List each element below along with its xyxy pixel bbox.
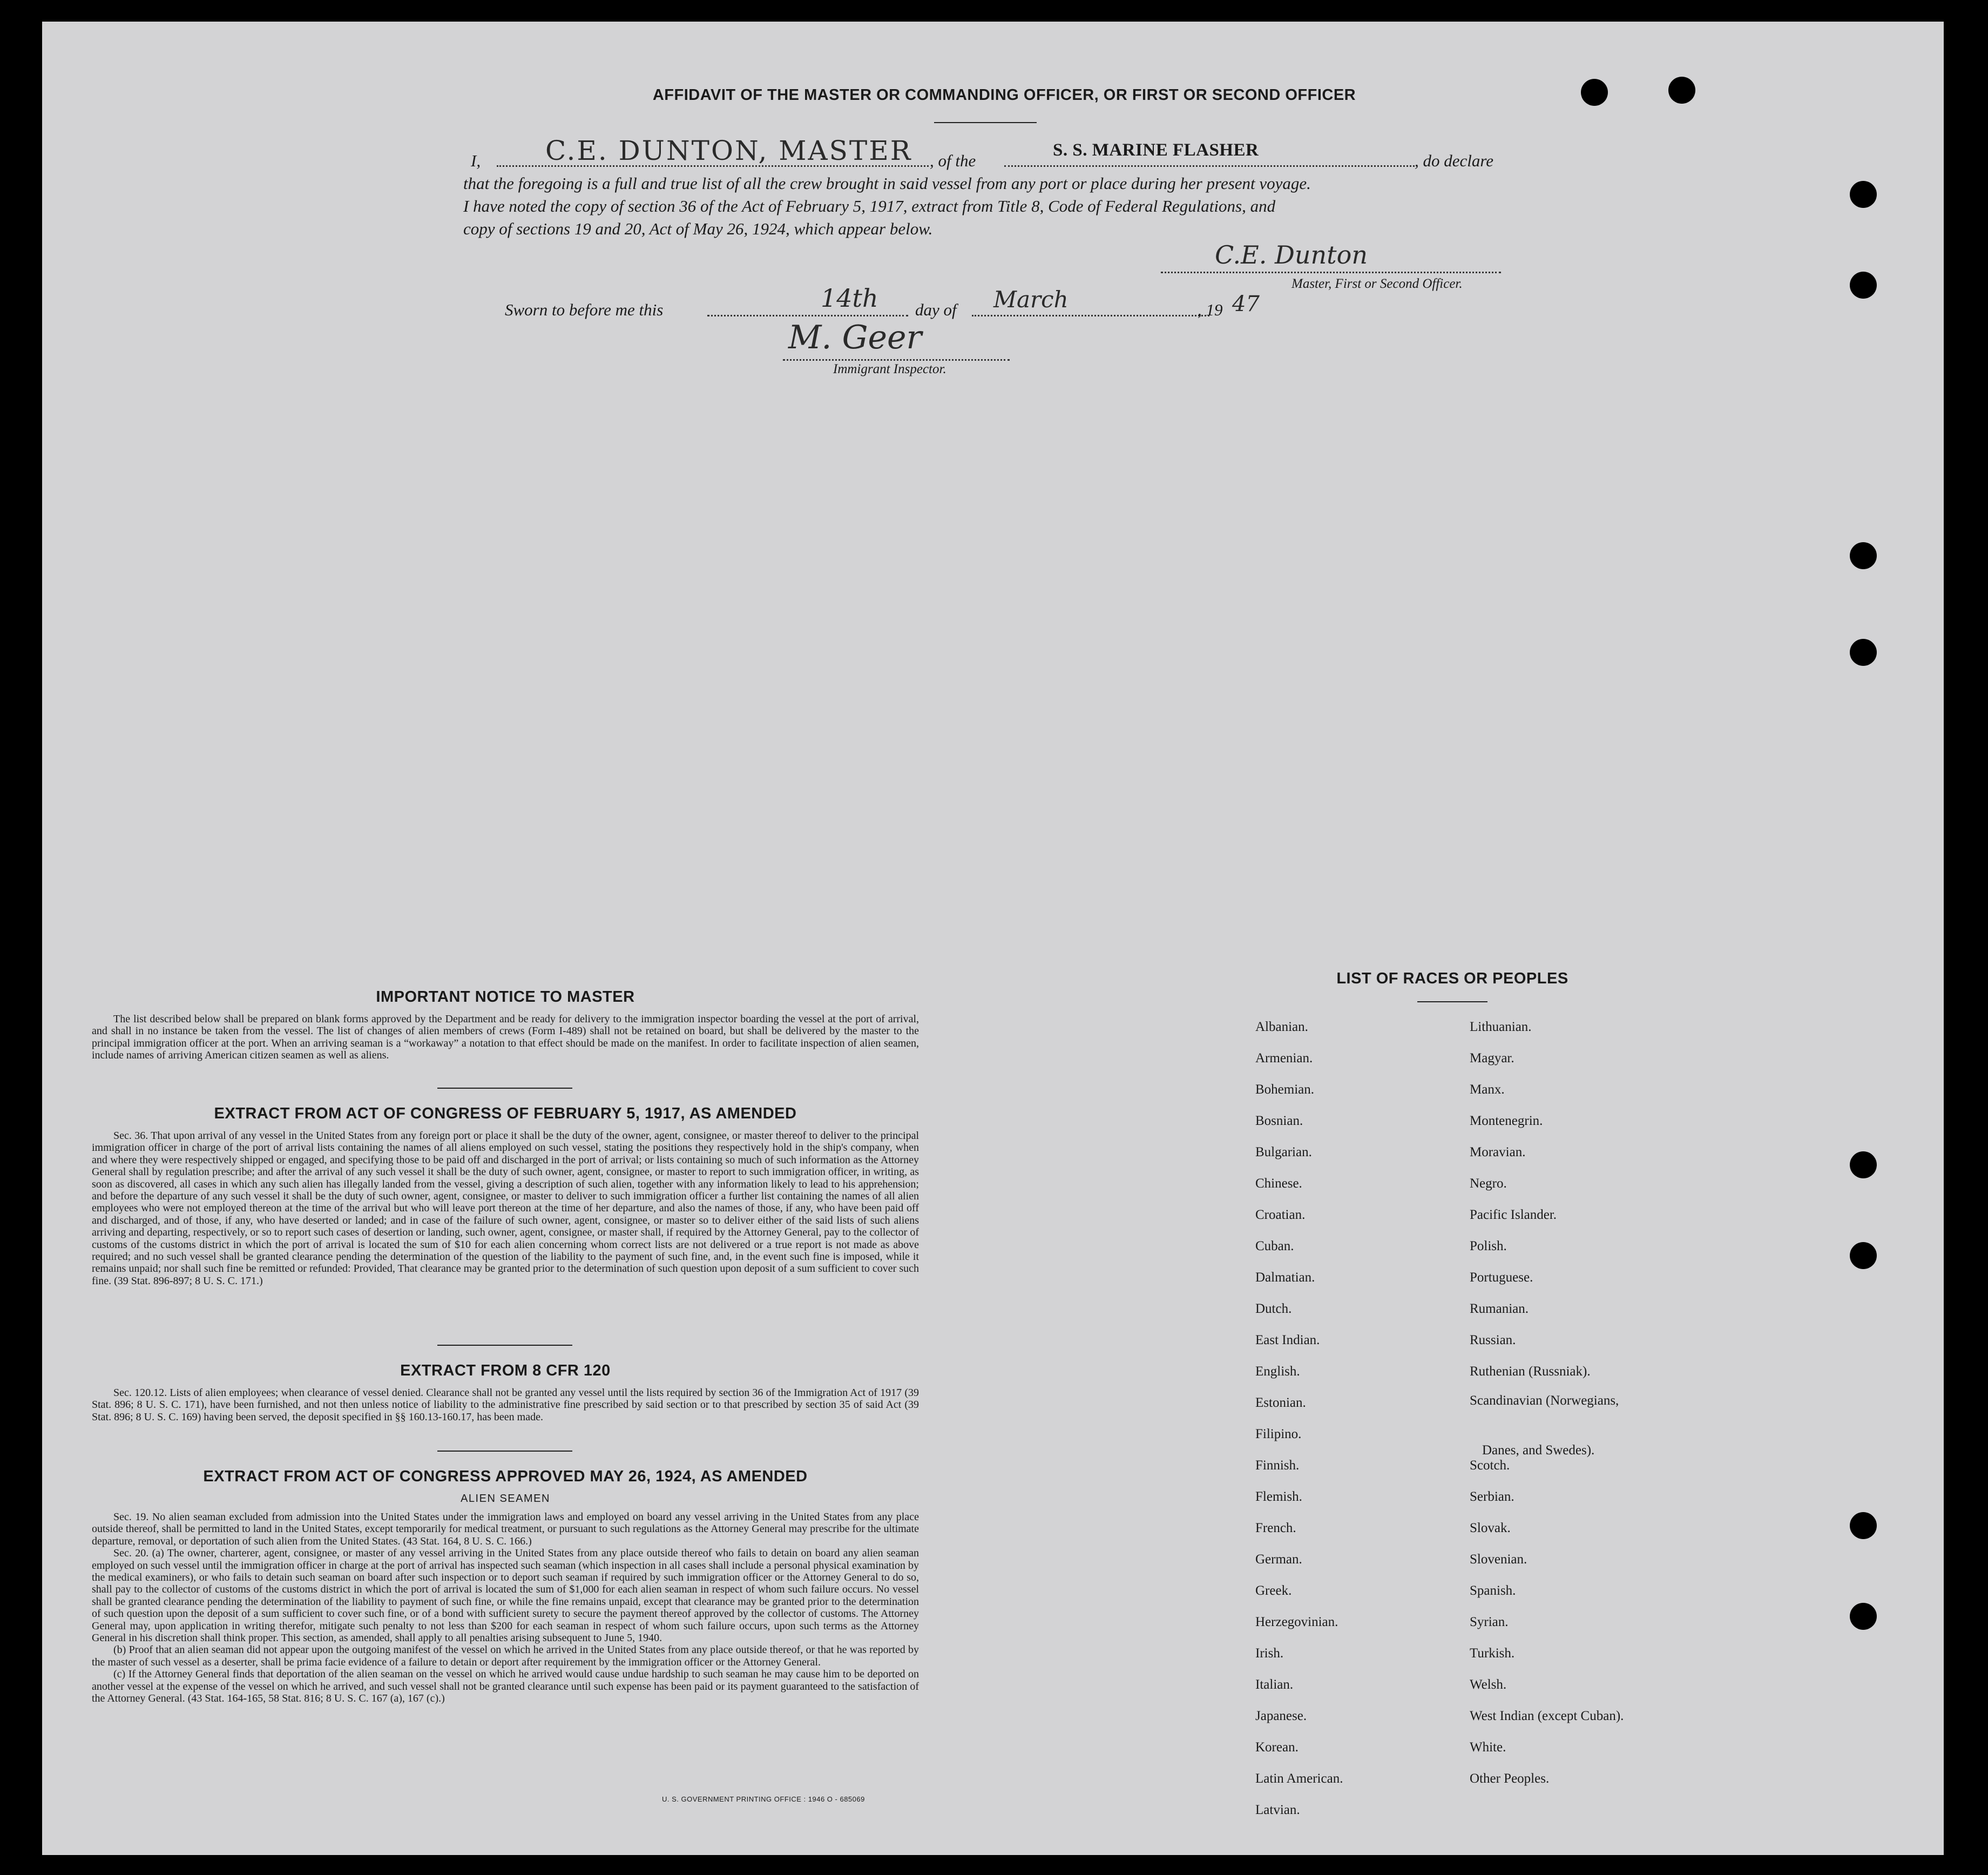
race-item: Danes, and Swedes). — [1482, 1443, 1595, 1458]
affidavit-i: I, — [471, 151, 481, 170]
punch-hole — [1850, 272, 1877, 299]
affidavit-title: AFFIDAVIT OF THE MASTER OR COMMANDING OFFICER, OR FIRST OR SECOND OFFICER — [652, 86, 1356, 104]
vessel-line — [1004, 165, 1415, 167]
race-item: White. — [1470, 1740, 1506, 1755]
race-item: Albanian. — [1255, 1020, 1308, 1034]
race-item: Russian. — [1470, 1333, 1516, 1347]
punch-hole — [1850, 1512, 1877, 1539]
race-item: Japanese. — [1255, 1709, 1307, 1723]
extract-1917-body: Sec. 36. That upon arrival of any vessel in the United States from any foreign port or place it shall be the duty of the owner, agent, consignee, or master thereof to deliver to the principal immigration officer in charge of the port of arrival lists containing the names of all aliens employed on such vessel, stating the positions they respectively hold in the ship's company, when and where they were respectively shipped or engaged, and specifying those to be paid off and discharged in the port of arrival; or lists containing so much of such information as the Attorney General shall by regulation prescribe; and after the arrival of any such vessel it shall be the duty of such owner, agent, consignee, or master to report to such immigration officer, in writing, as soon as discovered, all cases in which any such alien has illegally landed from the vessel, giving a description of such alien, together with any information likely to lead to his apprehension; and before the departure of any such vessel it shall be the duty of such owner, agent, consignee, or master to deliver to such immigration officer a further list containing the names of all alien employees who were not employed thereon at the time of the arrival but who will leave port thereon at the time of her departure, and also the names of those, if any, who have been paid off and discharged, and of those, if any, who have deserted or landed; and in case of the failure of such owner, agent, consignee, or master so to deliver either of the said lists of such aliens arriving and departing, respectively, or so to report such cases of desertion or landing, such owner, agent, consignee, or master shall, if required by the Attorney General, pay to the collector of customs of the customs district in which the port of arrival is located the sum of $10 for each alien concerning whom correct lists are not delivered or a true report is not made as above required; and no such vessel shall be granted clearance pending the determination of the question of the liability to the payment of such fine, and, in the event such fine is imposed, while it remains unpaid; nor shall such fine be remitted or refunded: Provided, That clearance may be granted prior to the determination of such question upon deposit of a sum sufficient to cover such fine. (39 Stat. 896-897; 8 U. S. C. 171.) — [92, 1130, 919, 1287]
extract-cfr-title: EXTRACT FROM 8 CFR 120 — [400, 1362, 611, 1379]
race-item: Latin American. — [1255, 1771, 1343, 1786]
race-item: Pacific Islander. — [1470, 1208, 1557, 1222]
notice-body: The list described below shall be prepared on blank forms approved by the Department and be ready for delivery to the immigration inspector boarding the vessel at the port of arrival, and shall in no instance be taken from the vessel. The list of changes of alien members of crews (Form I-489) shall not be retained on board, but shall be delivered by the master to the principal immigration officer at the port. When an arriving seaman is a “workaway” a notation to that effect should be made on the manifest. In order to facilitate inspection of alien seamen, include names of arriving American citizen seamen as well as aliens. — [92, 1013, 919, 1062]
punch-hole — [1668, 77, 1695, 104]
signature-line — [1161, 272, 1501, 273]
divider — [437, 1451, 572, 1452]
race-item: Other Peoples. — [1470, 1771, 1550, 1786]
extract-cfr-body: Sec. 120.12. Lists of alien employees; when clearance of vessel denied. Clearance shall not be granted any vessel until the lists required by section 36 of the Immigration Act of 1917 (39 Stat. 896; 8 U. S. C. 171), have been furnished, and not then unless notice of liability to the administrative fine prescribed by said section or to that prescribed by section 35 of said Act (39 Stat. 896; 8 U. S. C. 169) having been served, the deposit specified in §§ 160.13-160.17, has been made. — [92, 1387, 919, 1423]
extract-1924-title: EXTRACT FROM ACT OF CONGRESS APPROVED MAY 26, 1924, AS AMENDED — [203, 1468, 808, 1485]
sec-20a: Sec. 20. (a) The owner, charterer, agent, consignee, or master of any vessel arriving in the United States from any place outside thereof who fails to detain on board any alien seaman employed on such vessel until the immigration officer in charge at the port of arrival has inspected such seaman (which inspection in all cases shall include a personal physical examination by the medical examiners), or who fails to detain such seaman on board after such inspection or to deport such seaman if required by such immigration officer or the Attorney General to do so, shall pay to the collector of customs of the customs district in which the port of arrival is located the sum of $1,000 for each alien seaman in respect of whom such failure occurs. No vessel shall be granted clearance pending the determination of the liability to payment of such fine, or while the fine remains unpaid, except that clearance may be granted prior to the determination of such question upon the deposit of a sum sufficient to cover such fine, or of a bond with sufficient surety to secure the payment thereof approved by the collector of customs. The Attorney General may, upon application in writing therefor, mitigate such penalty to not less than $200 for each seaman in respect of whom such failure occurs, upon such terms as the Attorney General in his discretion shall think proper. This section, as amended, shall apply to all penalties arising subsequent to June 5, 1940. — [92, 1547, 919, 1644]
race-item: Estonian. — [1255, 1395, 1306, 1410]
day-of-label: day of — [915, 300, 957, 319]
race-item: Welsh. — [1470, 1677, 1507, 1692]
sworn-label: Sworn to before me this — [505, 300, 664, 319]
punch-hole — [1850, 1242, 1877, 1269]
race-item: Lithuanian. — [1470, 1020, 1532, 1034]
race-item: Syrian. — [1470, 1615, 1509, 1629]
inspector-signature: M. Geer — [788, 319, 922, 356]
race-item: Scandinavian (Norwegians, — [1470, 1393, 1619, 1408]
race-item: Filipino. — [1255, 1427, 1302, 1441]
affidavit-do-declare: , do declare — [1415, 151, 1494, 170]
affidavit-line-2: I have noted the copy of section 36 of the Act of February 5, 1917, extract from Title 8, Code of Federal Regulations, and — [463, 197, 1276, 215]
race-item: Greek. — [1255, 1583, 1292, 1598]
divider — [437, 1088, 572, 1089]
race-item: Manx. — [1470, 1082, 1505, 1097]
race-item: Negro. — [1470, 1176, 1507, 1191]
race-item: Latvian. — [1255, 1803, 1300, 1817]
race-item: Bosnian. — [1255, 1114, 1303, 1128]
affidavit-line-1: that the foregoing is a full and true list of all the crew brought in said vessel from any port or place during her present voyage. — [463, 174, 1311, 193]
master-name-handwritten: C.E. DUNTON, MASTER — [545, 135, 912, 166]
race-item: Italian. — [1255, 1677, 1294, 1692]
race-item: West Indian (except Cuban). — [1470, 1709, 1624, 1723]
race-item: Chinese. — [1255, 1176, 1302, 1191]
race-item: Portuguese. — [1470, 1270, 1533, 1285]
notice-title: IMPORTANT NOTICE TO MASTER — [376, 988, 635, 1006]
race-item: Herzegovinian. — [1255, 1615, 1338, 1629]
extract-1924-body — [92, 1511, 919, 1705]
race-item: German. — [1255, 1552, 1302, 1567]
race-item: French. — [1255, 1521, 1296, 1535]
year-handwritten: 47 — [1232, 292, 1260, 316]
race-item: Slovak. — [1470, 1521, 1511, 1535]
race-item: Bulgarian. — [1255, 1145, 1312, 1159]
sec-20b: (b) Proof that an alien seaman did not appear upon the outgoing manifest of the vessel on which he arrived in the United States from any place outside thereof, or that he was reported by the master of such vessel as a deserter, shall be prima facie evidence of a failure to detain or deport after requirement by the immigration officer or the Attorney General. — [92, 1644, 919, 1668]
race-item: East Indian. — [1255, 1333, 1320, 1347]
race-item: Rumanian. — [1470, 1301, 1529, 1316]
race-item: Magyar. — [1470, 1051, 1514, 1065]
master-name-line — [497, 165, 929, 167]
race-item: Polish. — [1470, 1239, 1507, 1253]
race-item: English. — [1255, 1364, 1300, 1379]
divider — [437, 1345, 572, 1346]
vessel-name: S. S. MARINE FLASHER — [1053, 140, 1259, 160]
month-handwritten: March — [993, 286, 1069, 313]
punch-hole — [1850, 542, 1877, 569]
punch-hole — [1850, 639, 1877, 666]
race-item: Korean. — [1255, 1740, 1299, 1755]
master-signature: C.E. Dunton — [1215, 240, 1368, 269]
punch-hole — [1850, 181, 1877, 208]
extract-1917-title: EXTRACT FROM ACT OF CONGRESS OF FEBRUARY 5, 1917, AS AMENDED — [214, 1105, 797, 1122]
race-item: Spanish. — [1470, 1583, 1516, 1598]
affidavit-of-the: , of the — [930, 151, 976, 170]
punch-hole — [1581, 79, 1608, 106]
race-item: Croatian. — [1255, 1208, 1306, 1222]
race-item: Montenegrin. — [1470, 1114, 1543, 1128]
punch-hole — [1850, 1151, 1877, 1178]
race-item: Moravian. — [1470, 1145, 1526, 1159]
race-item: Dutch. — [1255, 1301, 1292, 1316]
race-item: Scotch. — [1470, 1458, 1510, 1473]
divider — [1417, 1001, 1487, 1002]
signature-caption: Master, First or Second Officer. — [1291, 276, 1463, 291]
extract-1924-subtitle: ALIEN SEAMEN — [461, 1493, 550, 1505]
day-line — [707, 315, 908, 316]
race-item: Dalmatian. — [1255, 1270, 1315, 1285]
race-item: Armenian. — [1255, 1051, 1313, 1065]
sec-19: Sec. 19. No alien seaman excluded from admission into the United States under the immigration laws and employed on board any vessel arriving in the United States from any place outside thereof, shall be permitted to land in the United States, except temporarily for medical treatment, or pursuant to such regulations as the Attorney General may prescribe for the ultimate departure, removal, or deportation of such alien from the United States. (43 Stat. 164, 8 U. S. C. 166.) — [92, 1511, 919, 1547]
sec-20c: (c) If the Attorney General finds that deportation of the alien seaman on the vessel on which he arrived would cause undue hardship to such seaman he may cause him to be deported on another vessel at the expense of the vessel on which he arrived, and such vessel shall not be granted clearance until such expense has been paid or its payment guaranteed to the satisfaction of the Attorney General. (43 Stat. 164-165, 58 Stat. 816; 8 U. S. C. 167 (a), 167 (c).) — [92, 1668, 919, 1705]
race-item: Bohemian. — [1255, 1082, 1315, 1097]
races-title: LIST OF RACES OR PEOPLES — [1336, 970, 1568, 987]
punch-hole — [1850, 1603, 1877, 1630]
affidavit-line-3: copy of sections 19 and 20, Act of May 26, 1924, which appear below. — [463, 219, 933, 238]
race-item: Cuban. — [1255, 1239, 1294, 1253]
race-item: Serbian. — [1470, 1489, 1514, 1504]
month-line — [972, 315, 1209, 316]
race-item: Flemish. — [1255, 1489, 1302, 1504]
race-item: Finnish. — [1255, 1458, 1300, 1473]
day-handwritten: 14th — [821, 284, 878, 313]
year-prefix: , 19 — [1198, 300, 1223, 319]
race-item: Slovenian. — [1470, 1552, 1527, 1567]
divider — [934, 122, 1037, 123]
printing-office-imprint: U. S. GOVERNMENT PRINTING OFFICE : 1946 O - 685069 — [662, 1795, 865, 1803]
race-item: Ruthenian (Russniak). — [1470, 1364, 1591, 1379]
inspector-caption: Immigrant Inspector. — [833, 362, 946, 376]
race-item: Irish. — [1255, 1646, 1284, 1661]
race-item: Turkish. — [1470, 1646, 1515, 1661]
inspector-line — [783, 359, 1010, 361]
